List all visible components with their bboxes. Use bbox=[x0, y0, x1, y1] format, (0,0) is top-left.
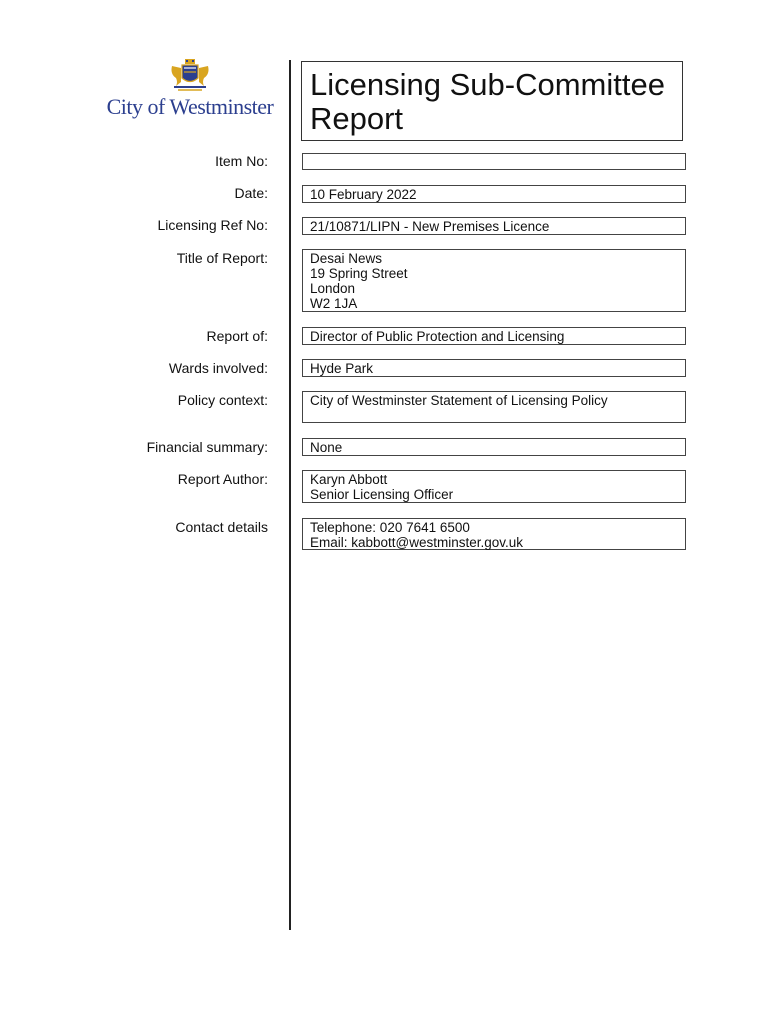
report-of-field: Director of Public Protection and Licensing bbox=[302, 327, 686, 345]
contact-details-label: Contact details bbox=[175, 519, 268, 535]
org-name: City of Westminster bbox=[106, 94, 274, 119]
licensing-ref-label: Licensing Ref No: bbox=[157, 217, 268, 233]
date-field: 10 February 2022 bbox=[302, 185, 686, 203]
wards-label: Wards involved: bbox=[168, 360, 268, 376]
report-author-label: Report Author: bbox=[177, 471, 268, 487]
contact-details-field: Telephone: 020 7641 6500 Email: kabbott@westminster.gov.uk bbox=[302, 518, 686, 550]
policy-context-label: Policy context: bbox=[177, 392, 268, 408]
item-no-field bbox=[302, 153, 686, 170]
report-author-field: Karyn Abbott Senior Licensing Officer bbox=[302, 470, 686, 503]
licensing-ref-field: 21/10871/LIPN - New Premises Licence bbox=[302, 217, 686, 235]
vertical-divider bbox=[289, 60, 291, 930]
financial-summary-field: None bbox=[302, 438, 686, 456]
policy-context-field: City of Westminster Statement of Licensing Policy bbox=[302, 391, 686, 423]
wards-field: Hyde Park bbox=[302, 359, 686, 377]
report-title: Licensing Sub-Committee Report bbox=[301, 61, 683, 141]
report-of-label: Report of: bbox=[206, 328, 268, 344]
westminster-crest-icon bbox=[168, 58, 212, 92]
title-of-report-label: Title of Report: bbox=[176, 250, 268, 266]
title-of-report-field: Desai News 19 Spring Street London W2 1JA bbox=[302, 249, 686, 312]
financial-summary-label: Financial summary: bbox=[146, 439, 268, 455]
item-no-label: Item No: bbox=[215, 153, 268, 169]
date-label: Date: bbox=[234, 185, 268, 201]
council-logo bbox=[100, 58, 280, 120]
